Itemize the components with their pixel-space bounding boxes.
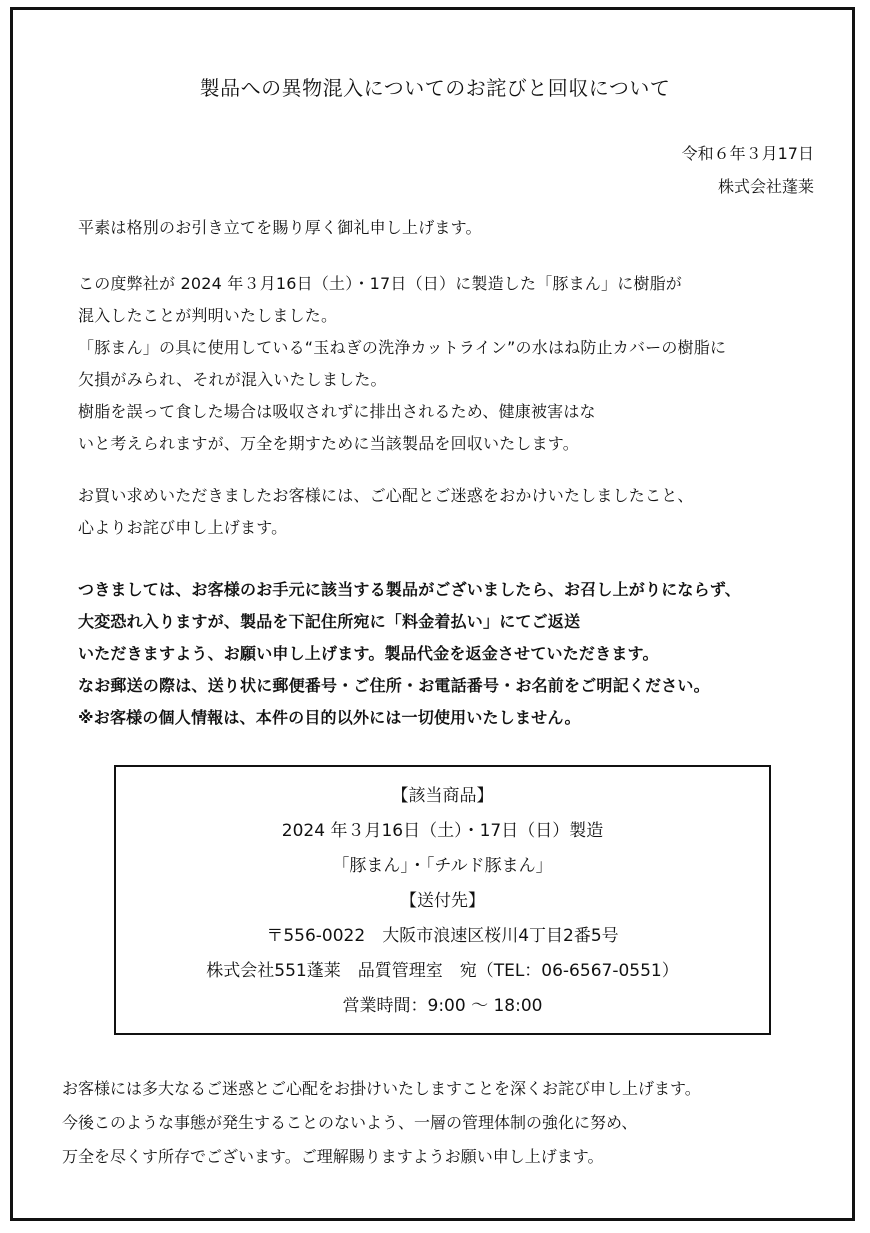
paragraph-line: いただきますよう、お願い申し上げます。製品代金を返金させていただきます。 (78, 644, 659, 663)
paragraph-line: いと考えられますが、万全を期すために当該製品を回収いたします。 (78, 434, 579, 453)
apology-paragraph (78, 480, 694, 544)
paragraph-line: 「豚まん」の具に使用している“玉ねぎの洗浄カットライン”の水はね防止カバーの樹脂に (78, 338, 727, 357)
business-hours: 営業時間：9:00 ～ 18:00 (342, 996, 543, 1016)
paragraph-line: 心よりお詫び申し上げます。 (78, 518, 288, 537)
product-info-box (114, 765, 771, 1035)
paragraph-line: お客様には多大なるご迷惑とご心配をお掛けいたしますことを深くお詫び申し上げます。 (62, 1079, 701, 1098)
paragraph-line: ※お客様の個人情報は、本件の目的以外には一切使用いたしません。 (78, 708, 581, 727)
paragraph-line: 万全を尽くす所存でございます。ご理解賜りますようお願い申し上げます。 (62, 1147, 604, 1166)
product-date: 2024 年３月16日（土）・17日（日）製造 (281, 821, 604, 841)
incident-paragraph (78, 268, 726, 460)
document-title: 製品への異物混入についてのお詫びと回収について (199, 76, 671, 100)
paragraph-line: この度弊社が 2024 年３月16日（土）・17日（日）に製造した「豚まん」に樹脂が (78, 274, 683, 293)
product-heading: 【該当商品】 (391, 786, 494, 806)
issue-date: 令和６年３月17日 (681, 144, 814, 163)
company-name: 株式会社蓬莱 (717, 177, 814, 196)
greeting-paragraph (78, 212, 482, 244)
paragraph-line: つきましては、お客様のお手元に該当する製品がございましたら、お召し上がりにならず、 (78, 580, 741, 599)
return-instructions-paragraph (78, 574, 741, 734)
paragraph-line: なお郵送の際は、送り状に郵便番号・ご住所・お電話番号・お名前をご明記ください。 (78, 676, 710, 695)
closing-paragraph (62, 1072, 701, 1174)
paragraph-line: 今後このような事態が発生することのないよう、一層の管理体制の強化に努め、 (62, 1113, 638, 1132)
paragraph-line: 平素は格別のお引き立てを賜り厚く御礼申し上げます。 (78, 218, 482, 237)
product-names: 「豚まん」・「チルド豚まん」 (332, 856, 553, 876)
paragraph-line: 樹脂を誤って食した場合は吸収されずに排出されるため、健康被害はな (78, 402, 596, 421)
paragraph-line: 大変恐れ入りますが、製品を下記住所宛に「料金着払い」にてご返送 (78, 612, 581, 631)
paragraph-line: 欠損がみられ、それが混入いたしました。 (78, 370, 387, 389)
paragraph-line: 混入したことが判明いたしました。 (78, 306, 338, 325)
recipient-info: 株式会社551蓬莱 品質管理室 宛（TEL：06-6567-0551） (206, 961, 679, 981)
address-heading: 【送付先】 (400, 891, 485, 911)
return-address: 〒556-0022 大阪市浪速区桜川4丁目2番5号 (266, 926, 619, 946)
paragraph-line: お買い求めいただきましたお客様には、ご心配とご迷惑をおかけいたしましたこと、 (78, 486, 694, 505)
